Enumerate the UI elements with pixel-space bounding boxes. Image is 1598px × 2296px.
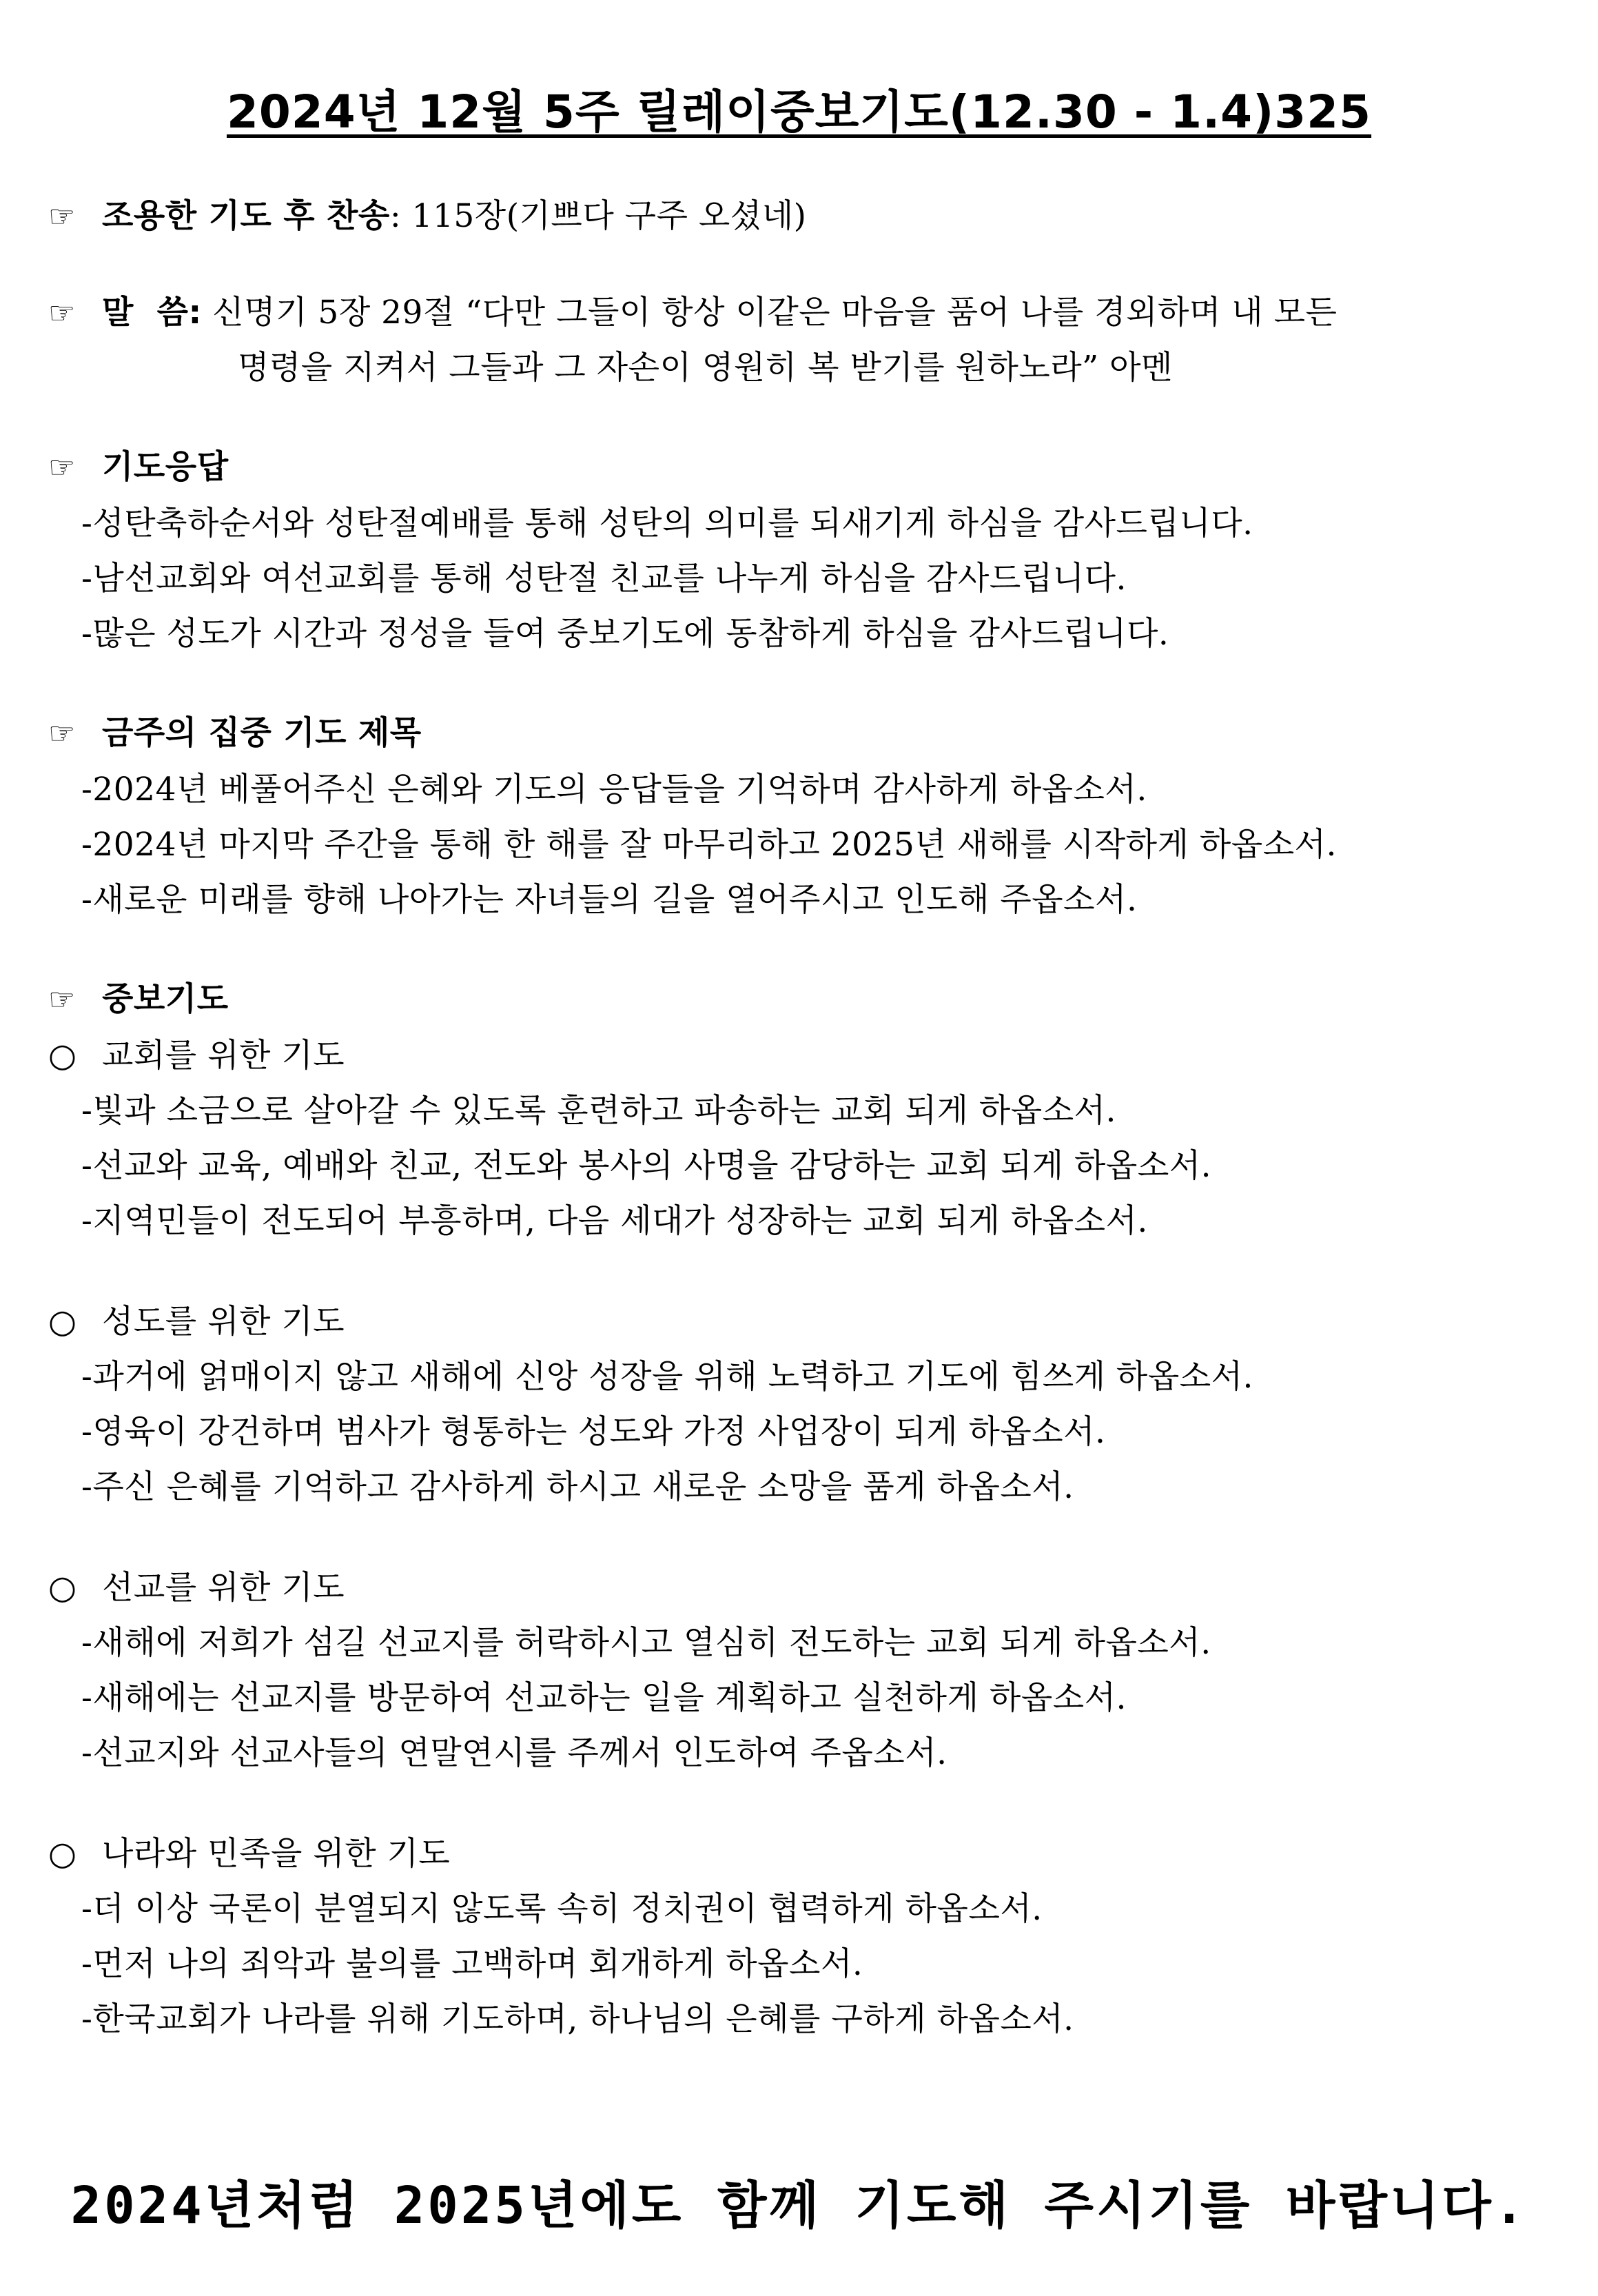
list-item: -과거에 얽매이지 않고 새해에 신앙 성장을 위해 노력하고 기도에 힘쓰게 하옵소서.	[81, 1358, 1253, 1396]
circle-icon: ○	[48, 1303, 77, 1341]
circle-icon: ○	[48, 1835, 77, 1873]
list-item: -남선교회와 여선교회를 통해 성탄절 친교를 나누게 하심을 감사드립니다.	[81, 560, 1127, 598]
word-label: 말 씀:	[102, 294, 202, 332]
list-item: -성탄축하순서와 성탄절예배를 통해 성탄의 의미를 되새기게 하심을 감사드립니다.	[81, 505, 1253, 542]
pointing-hand-icon: ☞	[48, 450, 76, 485]
group-mission-heading: ○ 선교를 위한 기도	[48, 1566, 345, 1610]
circle-icon: ○	[48, 1569, 77, 1607]
list-item: -지역민들이 전도되어 부흥하며, 다음 세대가 성장하는 교회 되게 하옵소서.	[81, 1202, 1148, 1240]
list-item: -2024년 마지막 주간을 통해 한 해를 잘 마무리하고 2025년 새해를 시작하게 하옵소서.	[81, 826, 1337, 864]
list-item: -빛과 소금으로 살아갈 수 있도록 훈련하고 파송하는 교회 되게 하옵소서.	[81, 1092, 1116, 1130]
group-church-heading: ○ 교회를 위한 기도	[48, 1034, 345, 1078]
answers-heading: ☞ 기도응답	[48, 445, 229, 490]
pointing-hand-icon: ☞	[48, 982, 76, 1017]
page-title: 2024년 12월 5주 릴레이중보기도(12.30 - 1.4)325	[226, 85, 1372, 139]
word-text-line1: 신명기 5장 29절 “다만 그들이 항상 이같은 마음을 품어 나를 경외하며 내 모든	[201, 294, 1338, 332]
pointing-hand-icon: ☞	[48, 716, 76, 751]
list-item: -새로운 미래를 향해 나아가는 자녀들의 길을 열어주시고 인도해 주옵소서.	[81, 881, 1138, 919]
list-item: -영육이 강건하며 범사가 형통하는 성도와 가정 사업장이 되게 하옵소서.	[81, 1413, 1106, 1451]
group-saints-heading: ○ 성도를 위한 기도	[48, 1300, 345, 1344]
list-item: -더 이상 국론이 분열되지 않도록 속히 정치권이 협력하게 하옵소서.	[81, 1890, 1043, 1928]
list-item: -많은 성도가 시간과 정성을 들여 중보기도에 동참하게 하심을 감사드립니다.	[81, 615, 1169, 653]
hymn-line	[48, 194, 806, 239]
list-item: -선교지와 선교사들의 연말연시를 주께서 인도하여 주옵소서.	[81, 1734, 947, 1772]
list-item: -먼저 나의 죄악과 불의를 고백하며 회개하게 하옵소서.	[81, 1945, 863, 1983]
list-item: -새해에 저희가 섬길 선교지를 허락하시고 열심히 전도하는 교회 되게 하옵소서.	[81, 1624, 1211, 1662]
intercession-heading: ☞ 중보기도	[48, 977, 229, 1022]
focus-heading: ☞ 금주의 집중 기도 제목	[48, 711, 422, 756]
list-item: -주신 은혜를 기억하고 감사하게 하시고 새로운 소망을 품게 하옵소서.	[81, 1468, 1074, 1506]
word-line	[48, 291, 1337, 336]
list-item: -새해에는 선교지를 방문하여 선교하는 일을 계획하고 실천하게 하옵소서.	[81, 1679, 1127, 1717]
word-text-line2: 명령을 지켜서 그들과 그 자손이 영원히 복 받기를 원하노라” 아멘	[238, 349, 1173, 387]
pointing-hand-icon: ☞	[48, 199, 76, 234]
closing-message: 2024년처럼 2025년에도 함께 기도해 주시기를 바랍니다.	[70, 2176, 1528, 2235]
group-nation-heading: ○ 나라와 민족을 위한 기도	[48, 1832, 450, 1876]
hymn-text: : 115장(기쁘다 구주 오셨네)	[389, 197, 807, 235]
list-item: -선교와 교육, 예배와 친교, 전도와 봉사의 사명을 감당하는 교회 되게 하옵소서.	[81, 1147, 1212, 1185]
list-item: -한국교회가 나라를 위해 기도하며, 하나님의 은혜를 구하게 하옵소서.	[81, 2000, 1074, 2038]
circle-icon: ○	[48, 1037, 77, 1075]
hymn-label: 조용한 기도 후 찬송	[102, 197, 390, 235]
list-item: -2024년 베풀어주신 은혜와 기도의 응답들을 기억하며 감사하게 하옵소서.	[81, 771, 1147, 809]
pointing-hand-icon: ☞	[48, 296, 76, 331]
